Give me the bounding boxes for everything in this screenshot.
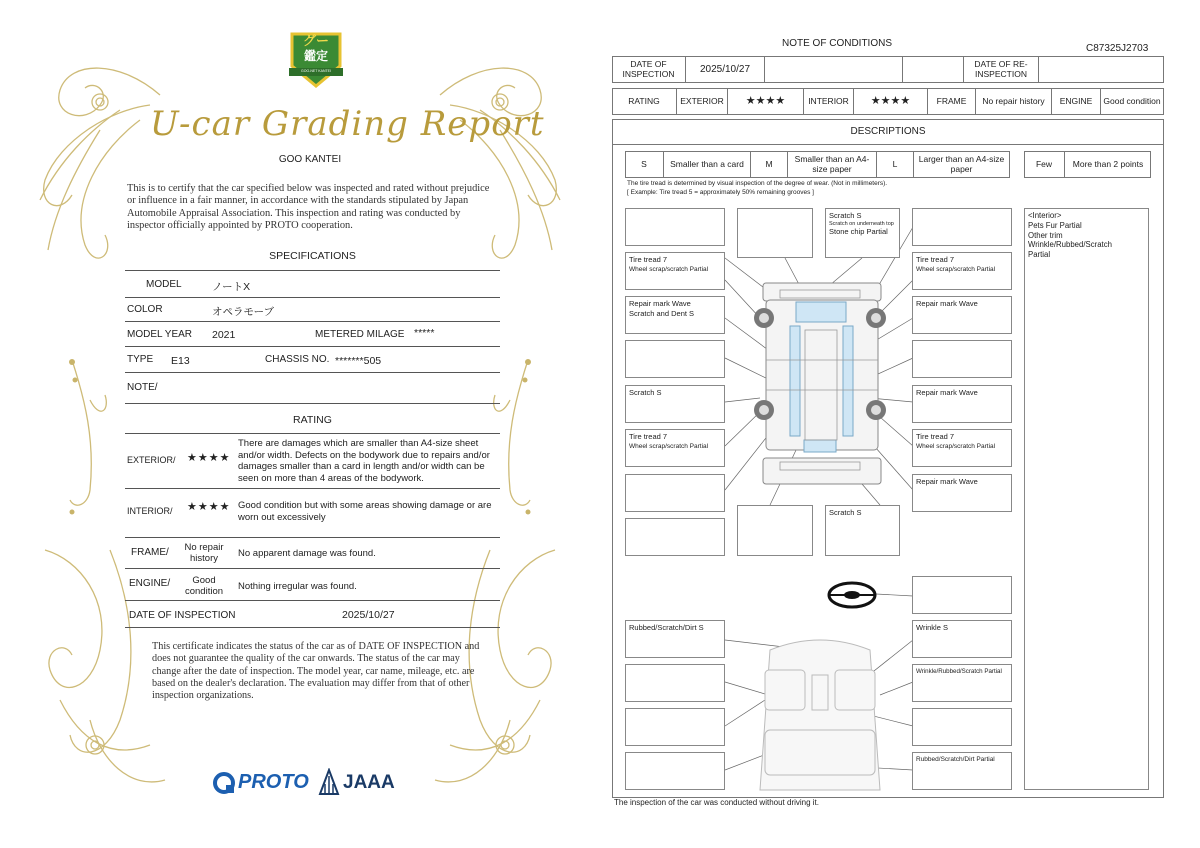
- interior-description: Good condition but with some areas showing damage or are worn out excessively: [238, 500, 492, 523]
- legend-m-desc: Smaller than an A4-size paper: [787, 152, 876, 177]
- legend-l-desc: Larger than an A4-size paper: [913, 152, 1009, 177]
- footer-disclaimer: This certificate indicates the status of the car as of DATE OF INSPECTION and does not guarantee the quality of the car onwards. The status of the car may change after the date of inspection. The model year, car name, mileage, etc. are based on the dealer's declaration. The evaluation may differ from that of other inspection organizations.: [152, 641, 480, 702]
- model-year-value: 2021: [212, 329, 236, 341]
- box-text: Rubbed/Scratch/Dirt S: [629, 623, 704, 632]
- color-value: オペラモーブ: [212, 306, 275, 318]
- box-text: Tire tread 7: [916, 432, 955, 441]
- box-text: Scratch S: [829, 508, 862, 517]
- box-text: Scratch S: [629, 388, 662, 397]
- engine-label: ENGINE: [1051, 89, 1100, 114]
- box-text: Rubbed/Scratch/Dirt Partial: [916, 756, 995, 763]
- engine-value: Good condition: [184, 575, 224, 597]
- box-text: Wheel scrap/scratch Partial: [629, 442, 709, 450]
- box-text: Wheel scrap/scratch Partial: [916, 265, 996, 273]
- frame-value: No repair history: [184, 542, 224, 564]
- box-text: Tire tread 7: [916, 255, 955, 264]
- interior-label: INTERIOR/: [127, 506, 173, 516]
- interior-box: [625, 752, 725, 790]
- box-text: Tire tread 7: [629, 255, 668, 264]
- interior-note: Partial: [1028, 250, 1051, 260]
- legend-s-desc: Smaller than a card: [663, 152, 750, 177]
- condition-box: [912, 340, 1012, 378]
- legend-s: S: [641, 158, 647, 169]
- box-text: Tire tread 7: [629, 432, 668, 441]
- jaaa-logo: JAAA: [343, 772, 395, 793]
- date-of-inspection-value: 2025/10/27: [342, 609, 395, 621]
- report-code: C87325J2703: [1086, 43, 1149, 54]
- interior-box: [625, 664, 725, 702]
- report-title: U-car Grading Report: [150, 104, 545, 144]
- interior-box-wrinkle: [912, 620, 1012, 658]
- interior-note: Wrinkle/Rubbed/Scratch: [1028, 240, 1112, 250]
- box-text: Scratch and Dent S: [629, 308, 695, 318]
- front-title: Scratch S: [829, 211, 862, 220]
- engine-description: Nothing irregular was found.: [238, 581, 357, 592]
- date-of-inspection-value: 2025/10/27: [685, 57, 764, 82]
- proto-logo: PROTO: [238, 771, 309, 793]
- badge-line2: 鑑定: [303, 49, 328, 63]
- front-small-note: Scratch on underneath top: [829, 220, 894, 227]
- front-subtitle: Stone chip Partial: [829, 226, 888, 236]
- box-text: Wrinkle S: [916, 623, 948, 632]
- condition-box-left-front-tire: [625, 252, 725, 290]
- interior-stars: ★★★★: [187, 501, 231, 513]
- date-of-inspection-label: DATE OF INSPECTION: [129, 610, 236, 621]
- legend-few-desc: More than 2 points: [1064, 152, 1151, 177]
- condition-box: [625, 518, 725, 556]
- specifications-heading: SPECIFICATIONS: [269, 250, 356, 262]
- exterior-stars: ★★★★: [187, 452, 231, 464]
- model-label: MODEL: [146, 279, 182, 290]
- metered-milage-value: *****: [414, 327, 435, 339]
- box-text: Repair mark Wave: [916, 299, 978, 308]
- box-text: Repair mark Wave: [629, 299, 691, 308]
- badge-line1: グー: [302, 33, 329, 48]
- legend-m: M: [750, 152, 787, 177]
- rating-heading: RATING: [293, 414, 332, 426]
- box-text: Repair mark Wave: [916, 477, 978, 486]
- condition-box: [737, 505, 813, 556]
- box-text: Wheel scrap/scratch Partial: [629, 265, 709, 273]
- chassis-value: *******505: [335, 355, 382, 367]
- condition-box-front: [825, 208, 900, 258]
- steering-wheel-icon: [829, 583, 875, 607]
- condition-box-right-rear-tire: [912, 429, 1012, 467]
- interior-note: <Interior>: [1028, 211, 1062, 220]
- note-label: NOTE/: [127, 382, 158, 393]
- exterior-label: EXTERIOR/: [127, 455, 176, 465]
- interior-stars: ★★★★: [853, 89, 927, 114]
- condition-box-left-scratch: [625, 385, 725, 423]
- condition-box: [737, 208, 813, 258]
- color-label: COLOR: [127, 304, 163, 315]
- interior-label: INTERIOR: [803, 89, 853, 114]
- box-text: Wrinkle/Rubbed/Scratch Partial: [916, 668, 1002, 675]
- engine-value: Good condition: [1100, 89, 1163, 114]
- exterior-stars: ★★★★: [727, 89, 803, 114]
- legend-l: L: [876, 152, 913, 177]
- chassis-label: CHASSIS NO.: [265, 354, 330, 365]
- badge-ribbon: GOO-NET KANTEI: [301, 69, 331, 73]
- descriptions-heading: DESCRIPTIONS: [850, 126, 926, 137]
- box-text: Repair mark Wave: [916, 388, 978, 397]
- condition-box-rear: [825, 505, 900, 556]
- condition-box: [625, 474, 725, 512]
- date-of-inspection-label: DATE OF INSPECTION: [622, 59, 675, 79]
- frame-label: FRAME/: [131, 547, 169, 558]
- interior-box-rear: [912, 752, 1012, 790]
- condition-box-left-repair: [625, 296, 725, 334]
- condition-box-right-repair-3: [912, 474, 1012, 512]
- type-value: E13: [171, 355, 190, 367]
- interior-note: Other trim: [1028, 230, 1063, 240]
- interior-box: [625, 708, 725, 746]
- condition-box: [625, 208, 725, 246]
- type-label: TYPE: [127, 354, 154, 365]
- exterior-description: There are damages which are smaller than A4-size sheet and/or width. Defects on the bodywork due to repairs and/or damages smaller than a card in length and/or width can be seen on more than 4 areas of the bodywork.: [238, 438, 490, 484]
- frame-label: FRAME: [927, 89, 975, 114]
- frame-value: No repair history: [975, 89, 1051, 114]
- condition-box-steering: [912, 576, 1012, 614]
- report-subtitle: GOO KANTEI: [278, 154, 342, 165]
- legend-few: Few: [1035, 158, 1053, 169]
- certificate-text: This is to certify that the car specified below was inspected and rated without prejudice or influence in a fair manner, in accordance with the standards stipulated by Japan Automobile Appraisal Association. This inspection and rating was conducted by inspector officially appointed by PROTO cooperation.: [127, 183, 490, 232]
- model-value: ノートX: [212, 281, 251, 293]
- interior-box: [912, 708, 1012, 746]
- condition-box-right-repair: [912, 296, 1012, 334]
- condition-box-right-repair-2: [912, 385, 1012, 423]
- tire-note-2: [ Example: Tire tread 5 = approximately 50% remaining grooves ]: [627, 189, 814, 196]
- condition-box-right-front-tire: [912, 252, 1012, 290]
- metered-milage-label: METERED MILAGE: [315, 329, 405, 340]
- date-of-reinspection-label: DATE OF RE-INSPECTION: [963, 57, 1038, 82]
- model-year-label: MODEL YEAR: [127, 329, 193, 340]
- condition-box: [625, 340, 725, 378]
- interior-note: Pets Fur Partial: [1028, 220, 1082, 230]
- rating-label: RATING: [628, 95, 660, 106]
- condition-box: [912, 208, 1012, 246]
- box-text: Wheel scrap/scratch Partial: [916, 442, 996, 450]
- frame-description: No apparent damage was found.: [238, 548, 376, 559]
- interior-notes-panel: [1024, 208, 1149, 790]
- bottom-note: The inspection of the car was conducted without driving it.: [614, 798, 819, 807]
- exterior-label: EXTERIOR: [676, 89, 727, 114]
- engine-label: ENGINE/: [129, 578, 171, 589]
- interior-box-front: [625, 620, 725, 658]
- interior-box-seat: [912, 664, 1012, 702]
- condition-box-left-rear-tire: [625, 429, 725, 467]
- tire-note-1: The tire tread is determined by visual inspection of the degree of wear. (Not in millimeters).: [627, 180, 888, 187]
- note-of-conditions-heading: NOTE OF CONDITIONS: [782, 38, 892, 49]
